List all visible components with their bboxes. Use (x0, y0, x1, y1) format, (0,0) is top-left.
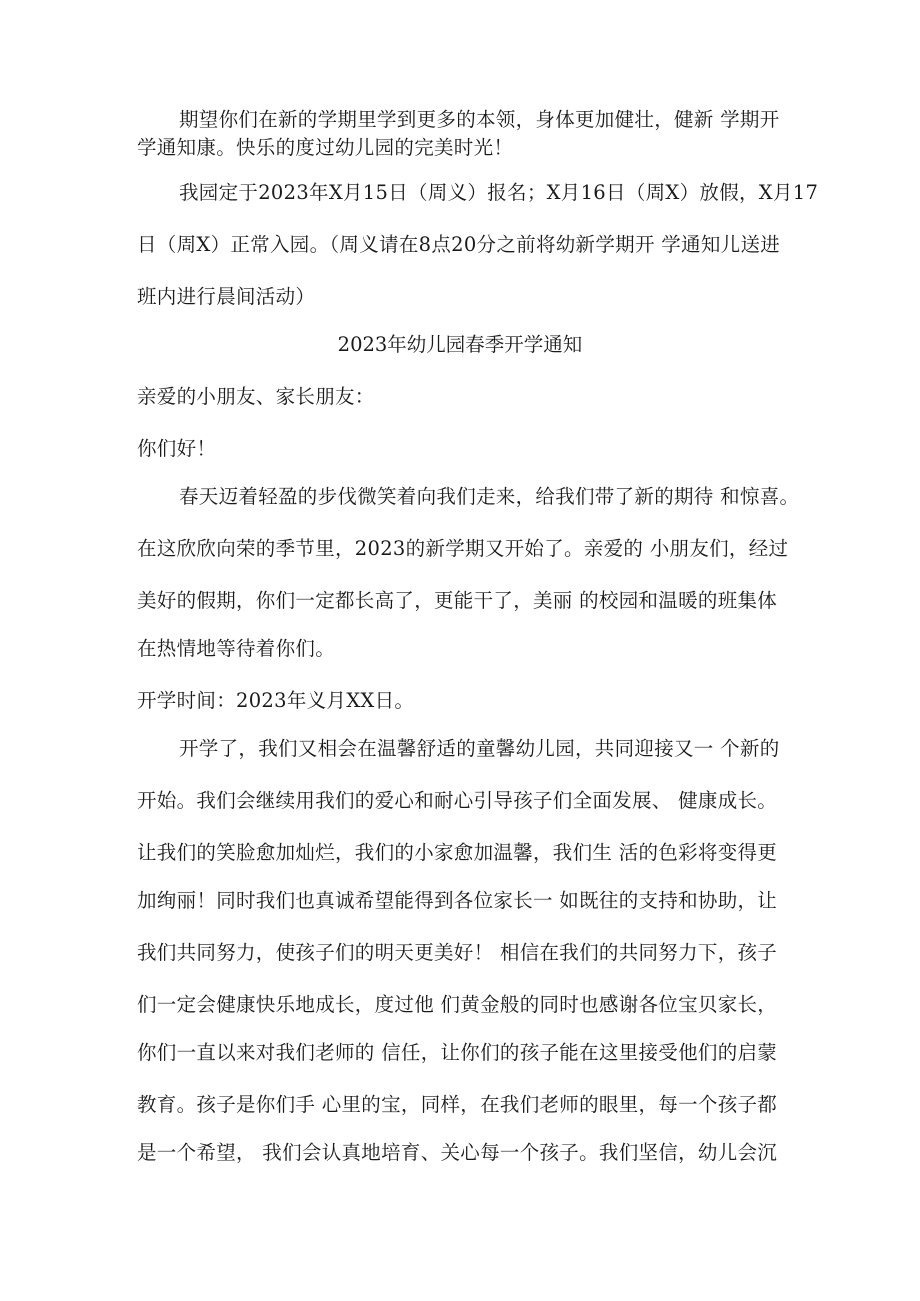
paragraph-line: 开学了，我们又相会在温馨舒适的童馨幼儿园，共同迎接又一 个新的 (179, 737, 780, 760)
salutation: 亲爱的小朋友、家长朋友： (137, 385, 375, 408)
paragraph-line: 让我们的笑脸愈加灿烂，我们的小家愈加温馨，我们生 活的色彩将变得更 (137, 841, 778, 864)
greeting: 你们好！ (137, 437, 217, 460)
paragraph-line: 在这欣欣向荣的季节里，2023的新学期又开始了。亲爱的 小朋友们，经过 (137, 537, 789, 560)
paragraph-line: 开始。我们会继续用我们的爱心和耐心引导孩子们全面发展、 健康成长。 (137, 789, 778, 812)
paragraph-line: 在热情地等待着你们。 (137, 637, 336, 660)
paragraph-line: 学通知康。快乐的度过幼儿园的完美时光！ (137, 136, 514, 159)
paragraph-line: 期望你们在新的学期里学到更多的本领，身体更加健壮，健新 学期开 (179, 108, 780, 131)
paragraph-line: 日（周X）正常入园。（周义请在8点20分之前将幼新学期开 学通知儿送进 (137, 233, 781, 256)
paragraph-line: 我园定于2023年X月15日（周义）报名；X月16日（周X）放假，X月17 (179, 181, 819, 204)
paragraph-line: 春天迈着轻盈的步伐微笑着向我们走来，给我们带了新的期待 和惊喜。 (179, 485, 800, 508)
paragraph-line: 美好的假期，你们一定都长高了，更能干了，美丽 的校园和温暖的班集体 (137, 589, 778, 612)
document-title: 2023年幼儿园春季开学通知 (337, 333, 583, 356)
paragraph-line: 是一个希望， 我们会认真地培育、关心每一个孩子。我们坚信，幼儿会沉 (137, 1141, 778, 1164)
start-time: 开学时间：2023年义月XX日。 (137, 689, 415, 712)
paragraph-line: 你们一直以来对我们老师的 信任，让你们的孩子能在这里接受他们的启蒙 (137, 1041, 778, 1064)
paragraph-line: 班内进行晨间活动） (137, 285, 316, 308)
paragraph-line: 我们共同努力，使孩子们的明天更美好！ 相信在我们的共同努力下，孩子 (137, 941, 778, 964)
paragraph-line: 教育。孩子是你们手 心里的宝，同样，在我们老师的眼里，每一个孩子都 (137, 1093, 778, 1116)
paragraph-line: 加绚丽！同时我们也真诚希望能得到各位家长一 如既往的支持和协助，让 (137, 889, 778, 912)
paragraph-line: 们一定会健康快乐地成长，度过他 们黄金般的同时也感谢各位宝贝家长， (137, 993, 778, 1016)
